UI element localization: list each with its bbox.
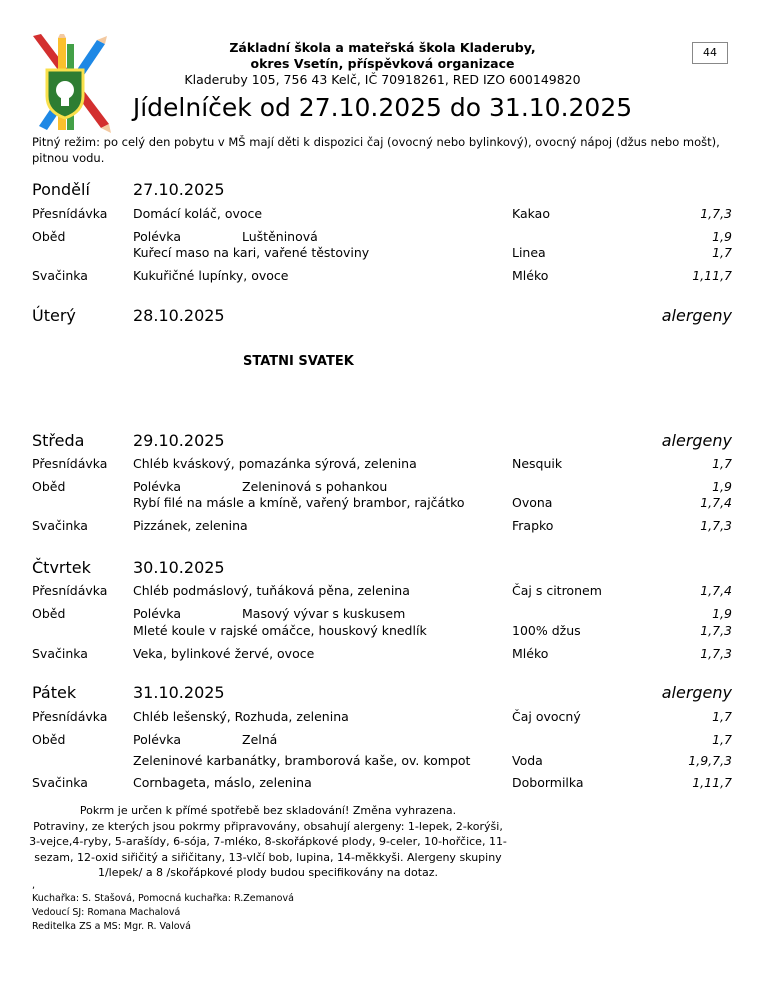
drink: Nesquik (512, 456, 563, 471)
dish: Chléb kváskový, pomazánka sýrová, zelenina (133, 456, 417, 471)
page-number: 44 (692, 42, 728, 64)
dish: Kuřecí maso na kari, vařené těstoviny (133, 245, 370, 260)
drink: Mléko (512, 646, 549, 661)
allergen-codes: 1,7,4 (700, 495, 732, 510)
meal-label: Přesnídávka (32, 456, 108, 471)
drinking-regime-note: Pitný režim: po celý den pobytu v MŠ mají děti k dispozici čaj (ovocný nebo bylinkový), ovocný nápoj (džus nebo mošt), pitnou vodu. (32, 135, 720, 165)
meal-label: Oběd (32, 479, 66, 494)
allergen-footnote (28, 803, 508, 881)
day-name: Úterý (32, 306, 76, 325)
cooks-line: Kuchařka: S. Stašová, Pomocná kuchařka: R.Zemanová (32, 893, 294, 904)
allergen-codes: 1,7 (712, 732, 732, 747)
day-name: Středa (32, 431, 85, 450)
dish: Veka, bylinkové žervé, ovoce (133, 646, 315, 661)
day-date: 28.10.2025 (133, 306, 225, 325)
allergen-codes: 1,7,3 (700, 206, 732, 221)
soup-dish: Zeleninová s pohankou (242, 479, 388, 494)
allergen-codes: 1,9,7,3 (688, 753, 732, 768)
allergen-codes: 1,9 (712, 229, 732, 244)
day-date: 31.10.2025 (133, 683, 225, 702)
meal-label: Oběd (32, 229, 66, 244)
day-date: 30.10.2025 (133, 558, 225, 577)
drink: Čaj s citronem (512, 583, 602, 598)
school-address: Kladeruby 105, 756 43 Kelč, IČ 70918261, RED IZO 600149820 (184, 72, 581, 87)
drink: Voda (512, 753, 543, 768)
meal-label: Oběd (32, 732, 66, 747)
allergen-codes: 1,7 (712, 245, 732, 260)
meal-label: Svačinka (32, 268, 88, 283)
drink: Dobormilka (512, 775, 584, 790)
allergen-codes: 1,11,7 (692, 775, 732, 790)
meal-label: Přesnídávka (32, 206, 108, 221)
dish: Domácí koláč, ovoce (133, 206, 263, 221)
day-name: Pondělí (32, 180, 90, 199)
footnote-line: Pokrm je určen k přímé spotřebě bez skladování! Změna vyhrazena. (79, 804, 457, 817)
school-name-line1: Základní škola a mateřská škola Kladeruby, (229, 40, 536, 55)
dish: Kukuřičné lupínky, ovoce (133, 268, 289, 283)
meal-label: Přesnídávka (32, 583, 108, 598)
menu-title: Jídelníček od 27.10.2025 do 31.10.2025 (132, 93, 633, 122)
drink: Čaj ovocný (512, 709, 581, 724)
stray-comma: , (32, 880, 36, 891)
drink: Kakao (512, 206, 550, 221)
meal-label: Svačinka (32, 646, 88, 661)
soup-label: Polévka (133, 479, 181, 494)
day-date: 29.10.2025 (133, 431, 225, 450)
dish: Chléb lešenský, Rozhuda, zelenina (133, 709, 349, 724)
footnote-line: 1/lepek/ a 8 /skořápkové plody budou specifikovány na dotaz. (97, 866, 439, 879)
allergen-codes: 1,7,4 (700, 583, 732, 598)
meal-label: Oběd (32, 606, 66, 621)
day-name: Pátek (32, 683, 77, 702)
drink: 100% džus (512, 623, 581, 638)
dish: Cornbageta, máslo, zelenina (133, 775, 312, 790)
allergen-codes: 1,7 (712, 456, 732, 471)
director-line: Reditelka ZS a MS: Mgr. R. Valová (32, 921, 191, 932)
footnote-line: 3-vejce,4-ryby, 5-arašídy, 6-sója, 7-mléko, 8-skořápkové plody, 9-celer, 10-hořčice, 11- (29, 835, 507, 848)
dish: Pizzánek, zelenina (133, 518, 248, 533)
dish: Chléb podmáslový, tuňáková pěna, zelenina (133, 583, 410, 598)
allergens-header: alergeny (661, 683, 732, 702)
holiday-note: STATNI SVATEK (243, 354, 354, 369)
dish: Rybí filé na másle a kmíně, vařený brambor, rajčátko (133, 495, 465, 510)
allergens-header: alergeny (661, 306, 732, 325)
soup-dish: Luštěninová (242, 229, 318, 244)
allergen-codes: 1,11,7 (692, 268, 732, 283)
drink: Mléko (512, 268, 549, 283)
meal-label: Svačinka (32, 518, 88, 533)
allergen-codes: 1,7 (712, 709, 732, 724)
allergen-codes: 1,7,3 (700, 646, 732, 661)
footnote-line: sezam, 12-oxid siřičitý a siřičitany, 13-vlčí bob, lupina, 14-měkkyši. Alergeny skupiny (34, 850, 502, 864)
dish: Zeleninové karbanátky, bramborová kaše, ov. kompot (133, 753, 471, 768)
footnote-line: Potraviny, ze kterých jsou pokrmy připravovány, obsahují alergeny: 1-lepek, 2-korýši, (33, 819, 503, 833)
meal-label: Svačinka (32, 775, 88, 790)
meal-label: Přesnídávka (32, 709, 108, 724)
allergen-codes: 1,9 (712, 606, 732, 621)
day-date: 27.10.2025 (133, 180, 225, 199)
day-name: Čtvrtek (32, 558, 91, 577)
drink: Frapko (512, 518, 554, 533)
soup-label: Polévka (133, 606, 181, 621)
allergen-codes: 1,7,3 (700, 623, 732, 638)
soup-label: Polévka (133, 732, 181, 747)
allergen-codes: 1,7,3 (700, 518, 732, 533)
school-name-line2: okres Vsetín, příspěvková organizace (250, 56, 515, 71)
drink: Ovona (512, 495, 553, 510)
drink: Linea (512, 245, 546, 260)
dish: Mleté koule v rajské omáčce, houskový knedlík (133, 623, 427, 638)
allergens-header: alergeny (661, 431, 732, 450)
allergen-codes: 1,9 (712, 479, 732, 494)
soup-dish: Zelná (242, 732, 278, 747)
soup-label: Polévka (133, 229, 181, 244)
manager-line: Vedoucí SJ: Romana Machalová (32, 907, 181, 918)
soup-dish: Masový vývar s kuskusem (242, 606, 406, 621)
